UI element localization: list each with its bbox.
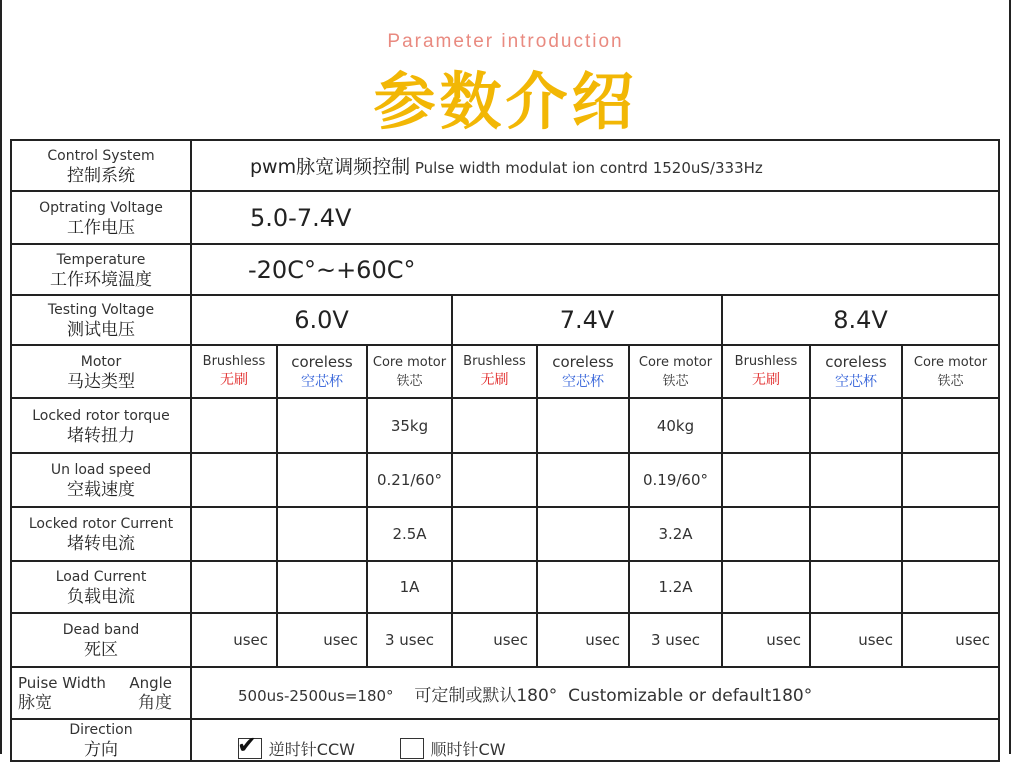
row-label: Dead band 死区	[11, 613, 191, 667]
dead-band-cell: usec	[452, 613, 537, 667]
value-cell	[452, 453, 537, 507]
motor-type-cell: Core motor 铁芯	[902, 345, 999, 398]
row-pulse-width	[11, 667, 999, 719]
checkbox-unchecked[interactable]	[400, 738, 424, 759]
value-cell	[537, 453, 629, 507]
value-cell	[810, 561, 902, 613]
value-cell	[902, 561, 999, 613]
value-cell	[452, 507, 537, 561]
motor-type-cell: coreless 空芯杯	[810, 345, 902, 398]
row-control-system	[11, 140, 999, 191]
value-cell: 0.19/60°	[629, 453, 722, 507]
value-cell	[902, 453, 999, 507]
pulse-width-value: 500us-2500us=180° 可定制或默认180° Customizable or default180°	[191, 667, 999, 719]
row-load-current	[11, 561, 999, 613]
row-label: Un load speed 空载速度	[11, 453, 191, 507]
value-cell	[191, 507, 277, 561]
row-motor	[11, 345, 999, 398]
row-dead-band	[11, 613, 999, 667]
value-cell: 3.2A	[629, 507, 722, 561]
value-cell: 40kg	[629, 398, 722, 453]
test-voltage-cell: 6.0V	[191, 295, 452, 345]
motor-type-cell: Brushless 无刷	[722, 345, 810, 398]
parameter-table	[10, 139, 1000, 762]
row-locked-rotor-current	[11, 507, 999, 561]
value-cell	[277, 398, 367, 453]
value-cell: 1.2A	[629, 561, 722, 613]
row-operating-voltage	[11, 191, 999, 244]
row-label: Locked rotor Current 堵转电流	[11, 507, 191, 561]
row-label: Load Current 负载电流	[11, 561, 191, 613]
row-label: Temperature 工作环境温度	[11, 244, 191, 295]
value-cell	[537, 561, 629, 613]
dead-band-cell: usec	[902, 613, 999, 667]
value-cell	[902, 398, 999, 453]
value-cell	[452, 398, 537, 453]
value-cell: 1A	[367, 561, 452, 613]
value-cell	[277, 561, 367, 613]
dead-band-cell: 3 usec	[367, 613, 452, 667]
direction-options	[191, 719, 999, 761]
checkbox-checked[interactable]	[237, 731, 262, 759]
row-direction	[11, 719, 999, 761]
row-locked-rotor-torque	[11, 398, 999, 453]
operating-voltage-value: 5.0-7.4V	[191, 191, 999, 244]
value-cell	[810, 507, 902, 561]
value-cell	[722, 453, 810, 507]
direction-option-cw[interactable]: 顺时针CW	[400, 737, 506, 760]
control-system-value: pwm脉宽调频控制 Pulse width modulat ion contrd 1520uS/333Hz	[191, 140, 999, 191]
dead-band-cell: usec	[537, 613, 629, 667]
value-cell	[277, 507, 367, 561]
test-voltage-cell: 8.4V	[722, 295, 999, 345]
row-testing-voltage	[11, 295, 999, 345]
value-cell	[722, 398, 810, 453]
motor-type-cell: Brushless 无刷	[452, 345, 537, 398]
value-cell	[722, 507, 810, 561]
temperature-value: -20C°~+60C°	[191, 244, 999, 295]
value-cell	[537, 507, 629, 561]
value-cell	[191, 561, 277, 613]
dead-band-cell: 3 usec	[629, 613, 722, 667]
check-icon: ✔	[237, 731, 258, 759]
direction-option-ccw[interactable]: ✔ 逆时针CCW	[237, 731, 355, 759]
value-cell	[810, 398, 902, 453]
section-title: 参数介绍	[373, 65, 638, 138]
value-cell: 2.5A	[367, 507, 452, 561]
test-voltage-cell: 7.4V	[452, 295, 722, 345]
motor-type-cell: Core motor 铁芯	[629, 345, 722, 398]
value-cell	[452, 561, 537, 613]
value-cell	[191, 398, 277, 453]
motor-type-cell: coreless 空芯杯	[277, 345, 367, 398]
row-label: Optrating Voltage 工作电压	[11, 191, 191, 244]
row-label: Control System 控制系统	[11, 140, 191, 191]
section-subtitle: Parameter introduction	[387, 31, 624, 52]
row-label: Motor 马达类型	[11, 345, 191, 398]
value-cell	[902, 507, 999, 561]
row-label: Locked rotor torque 堵转扭力	[11, 398, 191, 453]
value-cell: 35kg	[367, 398, 452, 453]
value-cell	[191, 453, 277, 507]
value-cell	[810, 453, 902, 507]
motor-type-cell: Core motor 铁芯	[367, 345, 452, 398]
motor-type-cell: coreless 空芯杯	[537, 345, 629, 398]
value-cell: 0.21/60°	[367, 453, 452, 507]
value-cell	[722, 561, 810, 613]
value-cell	[537, 398, 629, 453]
dead-band-cell: usec	[810, 613, 902, 667]
row-unload-speed	[11, 453, 999, 507]
motor-type-cell: Brushless 无刷	[191, 345, 277, 398]
dead-band-cell: usec	[191, 613, 277, 667]
row-temperature	[11, 244, 999, 295]
dead-band-cell: usec	[277, 613, 367, 667]
row-label: Testing Voltage 测试电压	[11, 295, 191, 345]
row-label: Puise Width Angle 脉宽 角度	[11, 667, 191, 719]
row-label: Direction 方向	[11, 719, 191, 761]
value-cell	[277, 453, 367, 507]
dead-band-cell: usec	[722, 613, 810, 667]
